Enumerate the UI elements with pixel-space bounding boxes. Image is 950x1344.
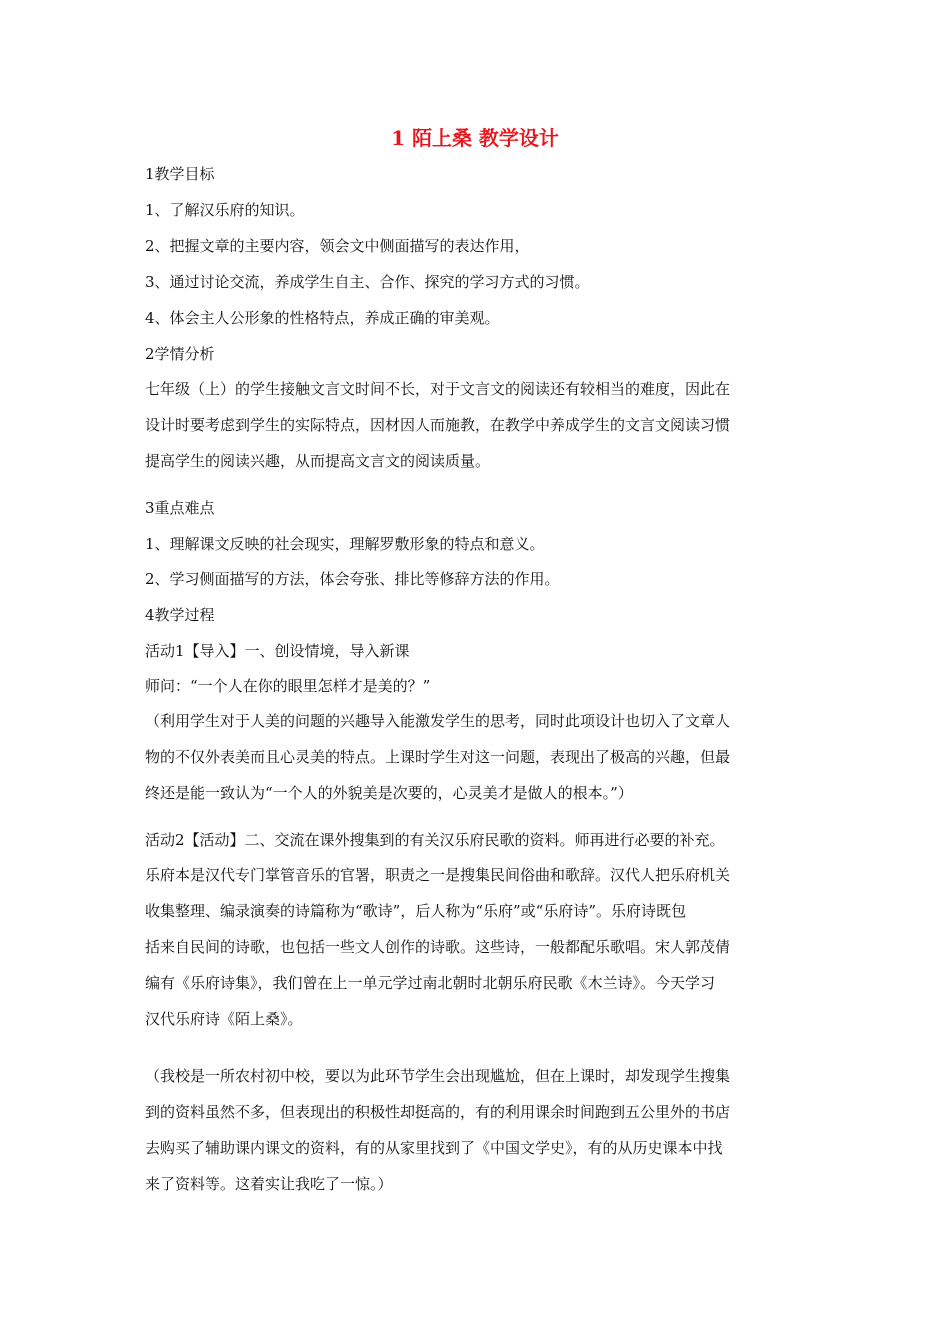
keypoint-item: 2、学习侧面描写的方法，体会夸张、排比等修辞方法的作用。: [145, 570, 560, 588]
paragraph-line: （利用学生对于人美的问题的兴趣导入能激发学生的思考，同时此项设计也切入了文章人: [145, 712, 731, 730]
paragraph-line: 汉代乐府诗《陌上桑》。: [145, 1010, 303, 1028]
paragraph-line: 编有《乐府诗集》，我们曾在上一单元学过南北朝时北朝乐府民歌《木兰诗》。今天学习: [145, 974, 716, 992]
goal-item: 2、把握文章的主要内容，领会文中侧面描写的表达作用，: [145, 237, 530, 255]
paragraph-line: 设计时要考虑到学生的实际特点，因材因人而施教，在教学中养成学生的文言文阅读习惯: [145, 416, 731, 434]
paragraph-line: 提高学生的阅读兴趣，从而提高文言文的阅读质量。: [145, 452, 491, 470]
paragraph-line: 收集整理、编录演奏的诗篇称为“歌诗”，后人称为“乐府”或“乐府诗”。乐府诗既包: [145, 902, 687, 920]
paragraph-line: 七年级（上）的学生接触文言文时间不长，对于文言文的阅读还有较相当的难度，因此在: [145, 380, 731, 398]
goal-item: 3、通过讨论交流，养成学生自主、合作、探究的学习方式的习惯。: [145, 273, 590, 291]
paragraph-line: 终还是能一致认为“一个人的外貌美是次要的，心灵美才是做人的根本。”）: [145, 784, 633, 802]
analysis-paragraph: [145, 371, 810, 479]
paragraph-line: 来了资料等。这着实让我吃了一惊。）: [145, 1175, 393, 1193]
paragraph-line: （我校是一所农村初中校，要以为此环节学生会出现尴尬，但在上课时，却发现学生搜集: [145, 1067, 731, 1085]
paragraph-line: 物的不仅外表美而且心灵美的特点。上课时学生对这一问题，表现出了极高的兴趣，但最: [145, 748, 731, 766]
goal-item: 4、体会主人公形象的性格特点，养成正确的审美观。: [145, 309, 500, 327]
note-paragraph-1: [145, 703, 810, 811]
goal-item: 1、了解汉乐府的知识。: [145, 201, 305, 219]
section-heading-process: 4教学过程: [145, 606, 215, 624]
section-heading-analysis: 2学情分析: [145, 345, 215, 363]
paragraph-line: 括来自民间的诗歌，也包括一些文人创作的诗歌。这些诗，一般都配乐歌唱。宋人郭茂倩: [145, 938, 731, 956]
section-heading-keypoints: 3重点难点: [145, 499, 215, 517]
document-title: 1 陌上桑 教学设计: [391, 126, 559, 150]
activity-2-heading: 活动2【活动】二、交流在课外搜集到的有关汉乐府民歌的资料。师再进行必要的补充。: [145, 831, 725, 849]
teacher-question: 师问：“一个人在你的眼里怎样才是美的？”: [145, 677, 431, 695]
yuefu-paragraph: [145, 857, 810, 1037]
keypoint-item: 1、理解课文反映的社会现实，理解罗敷形象的特点和意义。: [145, 535, 545, 553]
paragraph-line: 到的资料虽然不多，但表现出的积极性却挺高的，有的利用课余时间跑到五公里外的书店: [145, 1103, 731, 1121]
activity-1-heading: 活动1【导入】一、创设情境，导入新课: [145, 642, 410, 660]
note-paragraph-2: [145, 1058, 810, 1202]
paragraph-line: 去购买了辅助课内课文的资料，有的从家里找到了《中国文学史》，有的从历史课本中找: [145, 1139, 723, 1157]
paragraph-line: 乐府本是汉代专门掌管音乐的官署，职责之一是搜集民间俗曲和歌辞。汉代人把乐府机关: [145, 866, 731, 884]
section-heading-goals: 1教学目标: [145, 165, 215, 183]
